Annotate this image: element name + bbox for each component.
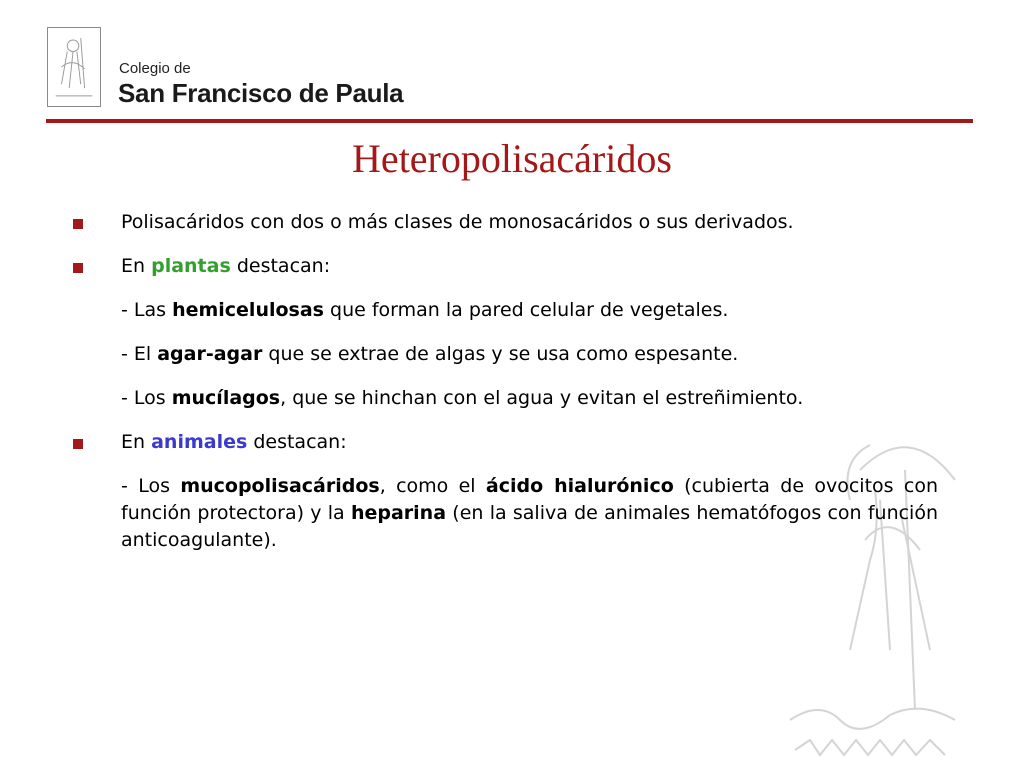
sub-text: (en la saliva de animales hematófogos con función anticoagulante). — [121, 502, 938, 551]
keyword-mucilagos: mucílagos — [171, 387, 281, 409]
sub-item — [70, 297, 938, 324]
keyword-mucopolisacaridos: mucopolisacáridos — [180, 475, 380, 497]
sub-text: - Los — [121, 475, 181, 497]
school-logo-icon — [47, 27, 101, 107]
sub-text: , que se hinchan con el agua y evitan el estreñimiento. — [280, 387, 804, 409]
slide-title: Heteropolisacáridos — [352, 136, 672, 181]
bullet-text: Polisacáridos con dos o más clases de monosacáridos o sus derivados. — [121, 211, 794, 233]
sub-text: - El — [121, 343, 158, 365]
sub-text: , como el — [379, 475, 486, 497]
bullet-item — [70, 209, 938, 236]
school-name-line1: Colegio de — [119, 60, 191, 77]
square-bullet-icon — [73, 263, 83, 273]
sub-text: - Las — [121, 299, 173, 321]
bullet-item — [70, 253, 938, 280]
keyword-animales: animales — [151, 431, 248, 453]
sub-item — [70, 473, 938, 554]
square-bullet-icon — [73, 439, 83, 449]
sub-item — [70, 385, 938, 412]
saint-figure-icon — [48, 28, 100, 106]
sub-item — [70, 341, 938, 368]
slide-body — [70, 209, 938, 571]
keyword-hemicelulosas: hemicelulosas — [172, 299, 324, 321]
square-bullet-icon — [73, 219, 83, 229]
keyword-heparina: heparina — [350, 502, 447, 524]
keyword-acido-hialuronico: ácido hialurónico — [485, 475, 674, 497]
sub-text: que se extrae de algas y se usa como espesante. — [262, 343, 739, 365]
keyword-plantas: plantas — [151, 255, 231, 277]
bullet-text: destacan: — [230, 255, 331, 277]
sub-text: que forman la pared celular de vegetales. — [323, 299, 729, 321]
bullet-item — [70, 429, 938, 456]
header-divider — [46, 119, 973, 123]
sub-text: (cubierta de ovocitos con función protectora) y la — [121, 475, 938, 524]
bullet-text: destacan: — [247, 431, 347, 453]
sub-text: - Los — [121, 387, 172, 409]
bullet-text: En — [121, 431, 152, 453]
bullet-text: En — [121, 255, 152, 277]
keyword-agar-agar: agar-agar — [157, 343, 263, 365]
school-name-line2: San Francisco de Paula — [118, 78, 404, 108]
